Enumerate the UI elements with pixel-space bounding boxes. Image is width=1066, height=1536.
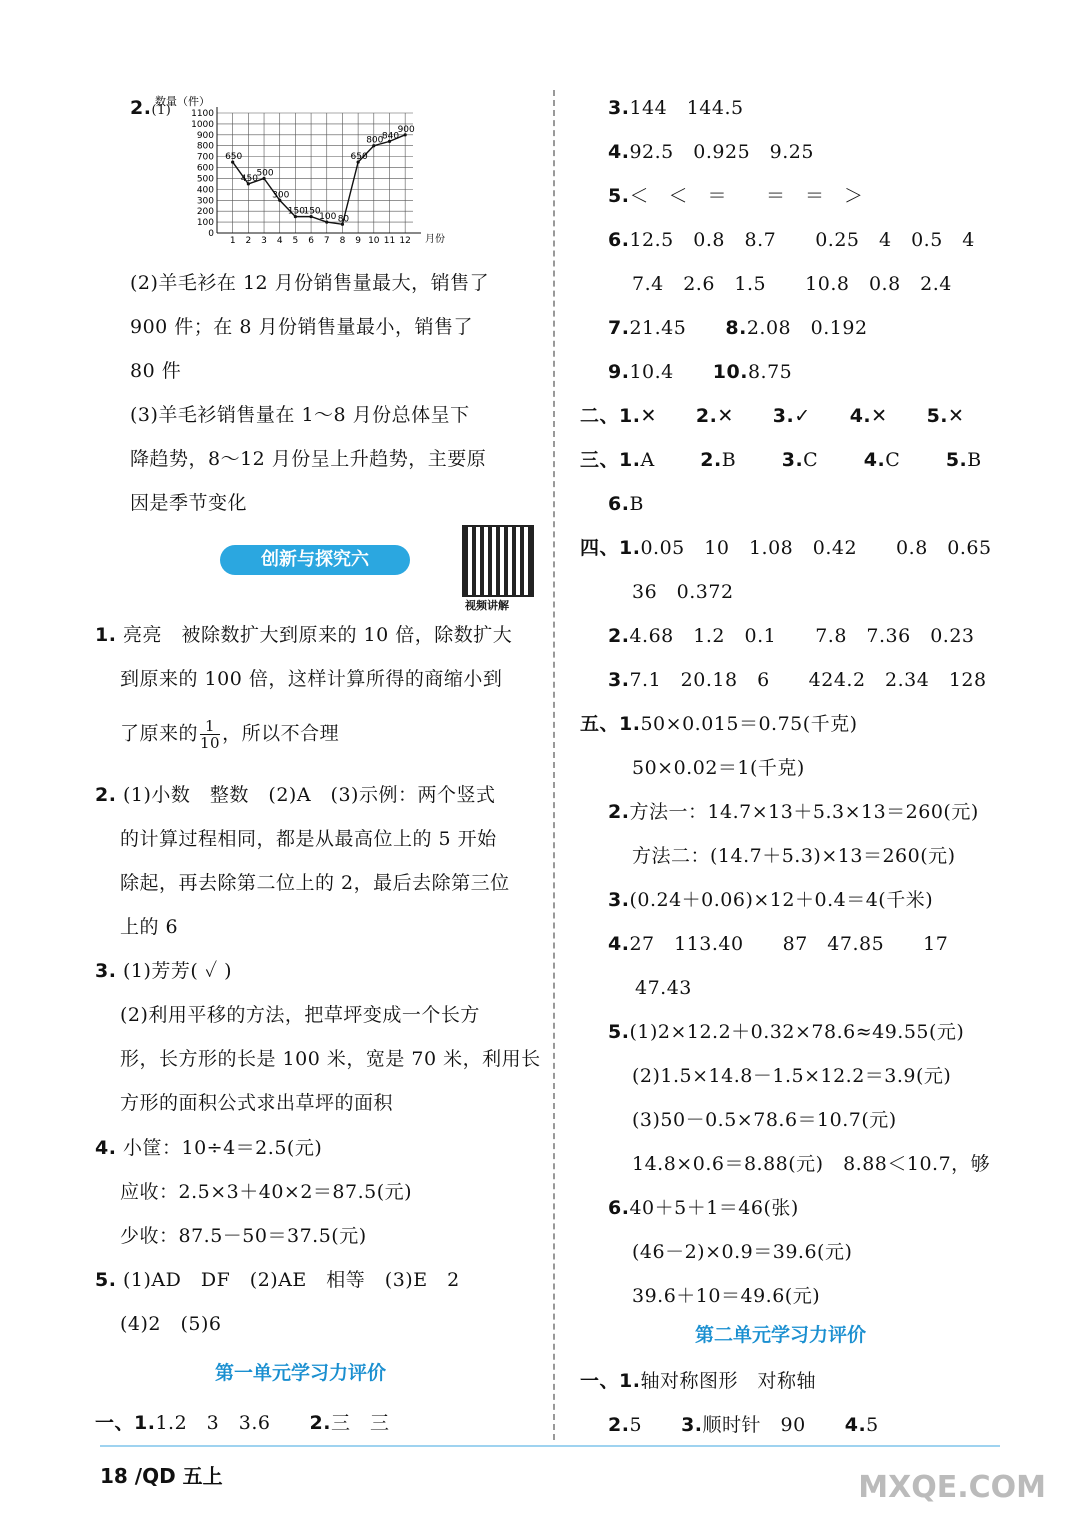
r5: ＜ ＜ ＝ ＝ ＝ ＞ [629, 185, 864, 207]
x-tick-label: 4 [276, 236, 283, 245]
q2-3c: 因是季节变化 [130, 492, 248, 514]
c5b: (4)2 (5)6 [120, 1313, 222, 1335]
y-tick-label: 500 [196, 174, 214, 185]
y-tick-label: 400 [196, 185, 214, 196]
y-tick-label: 1100 [191, 109, 214, 119]
c1-line1 [95, 622, 512, 648]
s2-section: 二、 [580, 405, 620, 427]
c4b: 应收：2.5×3＋40×2＝87.5(元) [120, 1181, 413, 1203]
x-tick-label: 12 [399, 236, 411, 245]
q2-number: 2. [130, 97, 152, 119]
data-label: 450 [240, 173, 258, 184]
y-tick-label: 200 [196, 207, 214, 218]
footer-rule [100, 1445, 1000, 1447]
c1c-pre: 了原来的 [120, 722, 199, 745]
s5-section: 五、 [580, 713, 620, 735]
s5-2n: 2. [608, 801, 630, 823]
s3-1: A [640, 449, 655, 471]
r8: 2.08 0.192 [746, 317, 868, 339]
s3-3n: 3. [781, 449, 804, 471]
s3-3: C [803, 449, 819, 471]
c2b: 的计算过程相同，都是从最高位上的 5 开始 [120, 828, 497, 850]
s3-section: 三、 [580, 449, 620, 471]
r5-line [608, 183, 863, 209]
s2-3n: 3. [772, 405, 795, 427]
y-tick-label: 700 [196, 152, 214, 163]
s3-5: B [967, 449, 982, 471]
r6-number: 6. [608, 229, 630, 251]
s4-3n: 3. [608, 669, 630, 691]
s3-4: C [885, 449, 901, 471]
c3-line1 [95, 958, 232, 984]
s5-6n: 6. [608, 1197, 630, 1219]
s2-4n: 4. [849, 405, 872, 427]
data-label: 650 [350, 152, 368, 163]
c1a: 亮亮 被除数扩大到原来的 10 倍，除数扩大 [123, 624, 513, 646]
s4-line1 [580, 535, 992, 561]
s4-section: 四、 [580, 537, 620, 559]
y-axis-label: 数量（件） [155, 95, 210, 108]
u1-a2: 三 三 [330, 1412, 390, 1434]
r4-line [608, 139, 814, 165]
s3-2: B [721, 449, 737, 471]
q2-2c: 80 件 [130, 360, 182, 382]
s5-6c: 39.6＋10＝49.6(元) [632, 1285, 821, 1307]
page-footer: 18 /QD 五上 [100, 1464, 223, 1488]
q2-3b: 降趋势，8～12 月份呈上升趋势，主要原 [130, 448, 487, 470]
s5-1b: 50×0.02＝1(千克) [632, 757, 805, 779]
x-tick-label: 9 [355, 236, 361, 245]
y-tick-label: 900 [196, 130, 214, 141]
c1c-post: ，所以不合理 [222, 722, 340, 745]
c5-line1 [95, 1267, 460, 1293]
s2-line [580, 403, 964, 429]
c5-number: 5. [95, 1269, 117, 1291]
qr-label: 视频讲解 [465, 599, 509, 612]
s2-5: ✕ [948, 405, 965, 427]
u1-n2: 2. [309, 1412, 331, 1434]
data-label: 900 [397, 124, 415, 135]
c1b: 到原来的 100 倍，这样计算所得的商缩小到 [120, 668, 503, 690]
fraction-numerator: 1 [200, 718, 220, 735]
u2-1: 轴对称图形 对称轴 [640, 1370, 816, 1392]
s5-5d: 14.8×0.6＝8.88(元) 8.88＜10.7，够 [632, 1153, 991, 1175]
r9-number: 9. [608, 361, 630, 383]
x-tick-label: 6 [308, 236, 314, 245]
column-divider [553, 90, 555, 1440]
s5-2a: 方法一：14.7×13＋5.3×13＝260(元) [629, 801, 979, 823]
s4-3: 7.1 20.18 6 424.2 2.34 128 [629, 669, 987, 691]
data-label: 80 [337, 214, 350, 225]
r3-line [608, 95, 744, 121]
u2-2: 5 [629, 1414, 643, 1436]
r6-line [608, 227, 975, 253]
r10-number: 10. [712, 361, 748, 383]
c1-line3 [120, 718, 339, 751]
s5-5a: (1)2×12.2＋0.32×78.6≈49.55(元) [629, 1021, 965, 1043]
c4a: 小筐：10÷4＝2.5(元) [123, 1137, 323, 1159]
u2-4n: 4. [844, 1414, 867, 1436]
s5-1n: 1. [619, 713, 641, 735]
s2-1: ✕ [640, 405, 657, 427]
c4-number: 4. [95, 1137, 117, 1159]
s3-5n: 5. [945, 449, 968, 471]
s2-2: ✕ [717, 405, 734, 427]
c3a: (1)芳芳( ✓ ) [123, 960, 233, 982]
c3b: (2)利用平移的方法，把草坪变成一个长方 [120, 1004, 480, 1026]
c2a: (1)小数 整数 (2)A (3)示例：两个竖式 [123, 784, 496, 806]
y-tick-label: 100 [196, 218, 214, 229]
r6b: 7.4 2.6 1.5 10.8 0.8 2.4 [632, 273, 952, 295]
x-axis-label: 月份 [425, 234, 445, 245]
r6a: 12.5 0.8 8.7 0.25 4 0.5 4 [629, 229, 975, 251]
qr-code[interactable] [462, 525, 534, 597]
s5-4-line [608, 931, 948, 957]
s4-2-line [608, 623, 975, 649]
r9: 10.4 [629, 361, 674, 383]
s4-3-line [608, 667, 987, 693]
data-label: 300 [272, 190, 290, 201]
y-tick-label: 800 [196, 141, 214, 152]
q2-2b: 900 件；在 8 月份销售量最小，销售了 [130, 316, 473, 338]
section-badge: 创新与探究六 [220, 545, 410, 575]
data-label: 840 [381, 131, 400, 142]
c2c: 除起，再去除第二位上的 2，最后去除第三位 [120, 872, 510, 894]
s5-6b: (46－2)×0.9＝39.6(元) [632, 1241, 853, 1263]
x-tick-label: 2 [245, 236, 252, 245]
s5-6a: 40＋5＋1＝46(张) [629, 1197, 799, 1219]
x-tick-label: 10 [368, 236, 380, 245]
c2-line1 [95, 782, 495, 808]
x-tick-label: 3 [261, 236, 267, 245]
y-tick-label: 1000 [191, 119, 214, 130]
r5-number: 5. [608, 185, 630, 207]
u2-line1 [580, 1368, 816, 1394]
s2-2n: 2. [695, 405, 718, 427]
data-label: 500 [256, 168, 274, 179]
x-tick-label: 5 [292, 236, 299, 245]
unit2-heading: 第二单元学习力评价 [695, 1324, 867, 1346]
s4-1b: 36 0.372 [632, 581, 734, 603]
u2-2n: 2. [608, 1414, 630, 1436]
s2-1n: 1. [619, 405, 641, 427]
c4-line1 [95, 1135, 322, 1161]
s5-4n: 4. [608, 933, 630, 955]
s3-4n: 4. [863, 449, 886, 471]
r7-line [608, 315, 868, 341]
u1-n1: 1. [134, 1412, 156, 1434]
s4-2n: 2. [608, 625, 630, 647]
u1-line [95, 1410, 389, 1436]
s3-6n: 6. [608, 493, 630, 515]
s4-1a: 0.05 10 1.08 0.42 0.8 0.65 [640, 537, 992, 559]
y-tick-label: 300 [196, 196, 214, 207]
s3-1n: 1. [619, 449, 641, 471]
s5-5c: (3)50－0.5×78.6＝10.7(元) [632, 1109, 897, 1131]
r3: 144 144.5 [629, 97, 744, 119]
c1-number: 1. [95, 624, 117, 646]
c3-number: 3. [95, 960, 117, 982]
s3-line [580, 447, 982, 473]
q2-part1: (1) [151, 103, 172, 118]
q2-3a: (3)羊毛衫销售量在 1～8 月份总体呈下 [130, 404, 470, 426]
s5-6-line [608, 1195, 799, 1221]
u2-3: 顺时针 90 [702, 1414, 806, 1436]
u2-4: 5 [866, 1414, 879, 1436]
c2-number: 2. [95, 784, 117, 806]
q2-2a: (2)羊毛衫在 12 月份销售量最大，销售了 [130, 272, 490, 294]
u2-3n: 3. [681, 1414, 703, 1436]
x-tick-label: 1 [229, 236, 236, 245]
s2-3: ✓ [794, 405, 811, 427]
s5-1a: 50×0.015＝0.75(千克) [640, 713, 858, 735]
r8-number: 8. [725, 317, 747, 339]
c4c: 少收：87.5－50＝37.5(元) [120, 1225, 367, 1247]
s5-5-line [608, 1019, 964, 1045]
s4-2: 4.68 1.2 0.1 7.8 7.36 0.23 [629, 625, 975, 647]
data-label: 650 [225, 152, 243, 163]
s5-4b: 47.43 [635, 977, 692, 999]
data-label: 100 [319, 212, 337, 223]
c2d: 上的 6 [120, 916, 179, 938]
s5-5n: 5. [608, 1021, 630, 1043]
fraction-denominator: 10 [200, 734, 221, 752]
s5-3: (0.24＋0.06)×12＋0.4＝4(千米) [629, 889, 934, 911]
r10: 8.75 [747, 361, 793, 383]
watermark: MXQE.COM [858, 1470, 1046, 1505]
y-tick-label: 600 [196, 163, 214, 174]
data-label: 150 [287, 206, 305, 217]
data-label: 800 [366, 135, 384, 146]
r4: 92.5 0.925 9.25 [629, 141, 814, 163]
s5-4a: 27 113.40 87 47.85 17 [629, 933, 949, 955]
x-tick-label: 7 [323, 236, 330, 245]
s5-line1 [580, 711, 858, 737]
y-tick-label: 0 [208, 229, 214, 239]
s3-6: B [629, 493, 644, 515]
s2-4: ✕ [871, 405, 888, 427]
u1-a1: 1.2 3 3.6 [155, 1412, 271, 1434]
x-tick-label: 11 [383, 236, 396, 245]
s5-3-line [608, 887, 933, 913]
r4-number: 4. [608, 141, 630, 163]
x-tick-label: 8 [339, 236, 346, 245]
s3-2n: 2. [700, 449, 722, 471]
sales-line-chart [115, 95, 445, 245]
c5a: (1)AD DF (2)AE 相等 (3)E 2 [123, 1269, 460, 1291]
u2-line2 [608, 1412, 879, 1438]
s3-6-line [608, 491, 644, 517]
s5-2-line [608, 799, 979, 825]
unit1-heading: 第一单元学习力评价 [215, 1362, 387, 1384]
r7: 21.45 [629, 317, 687, 339]
u2-1n: 1. [619, 1370, 641, 1392]
r7-number: 7. [608, 317, 630, 339]
fraction [200, 718, 220, 751]
s5-2b: 方法二：(14.7＋5.3)×13＝260(元) [632, 845, 956, 867]
s5-3n: 3. [608, 889, 630, 911]
r3-number: 3. [608, 97, 630, 119]
c3d: 方形的面积公式求出草坪的面积 [120, 1092, 394, 1114]
s4-1n: 1. [619, 537, 641, 559]
data-label: 150 [303, 206, 321, 217]
c3c: 形，长方形的长是 100 米，宽是 70 米，利用长 [120, 1048, 541, 1070]
u2-section: 一、 [580, 1370, 620, 1392]
r9-line [608, 359, 792, 385]
s2-5n: 5. [926, 405, 949, 427]
s5-5b: (2)1.5×14.8－1.5×12.2＝3.9(元) [632, 1065, 952, 1087]
u1-section: 一、 [95, 1412, 135, 1434]
